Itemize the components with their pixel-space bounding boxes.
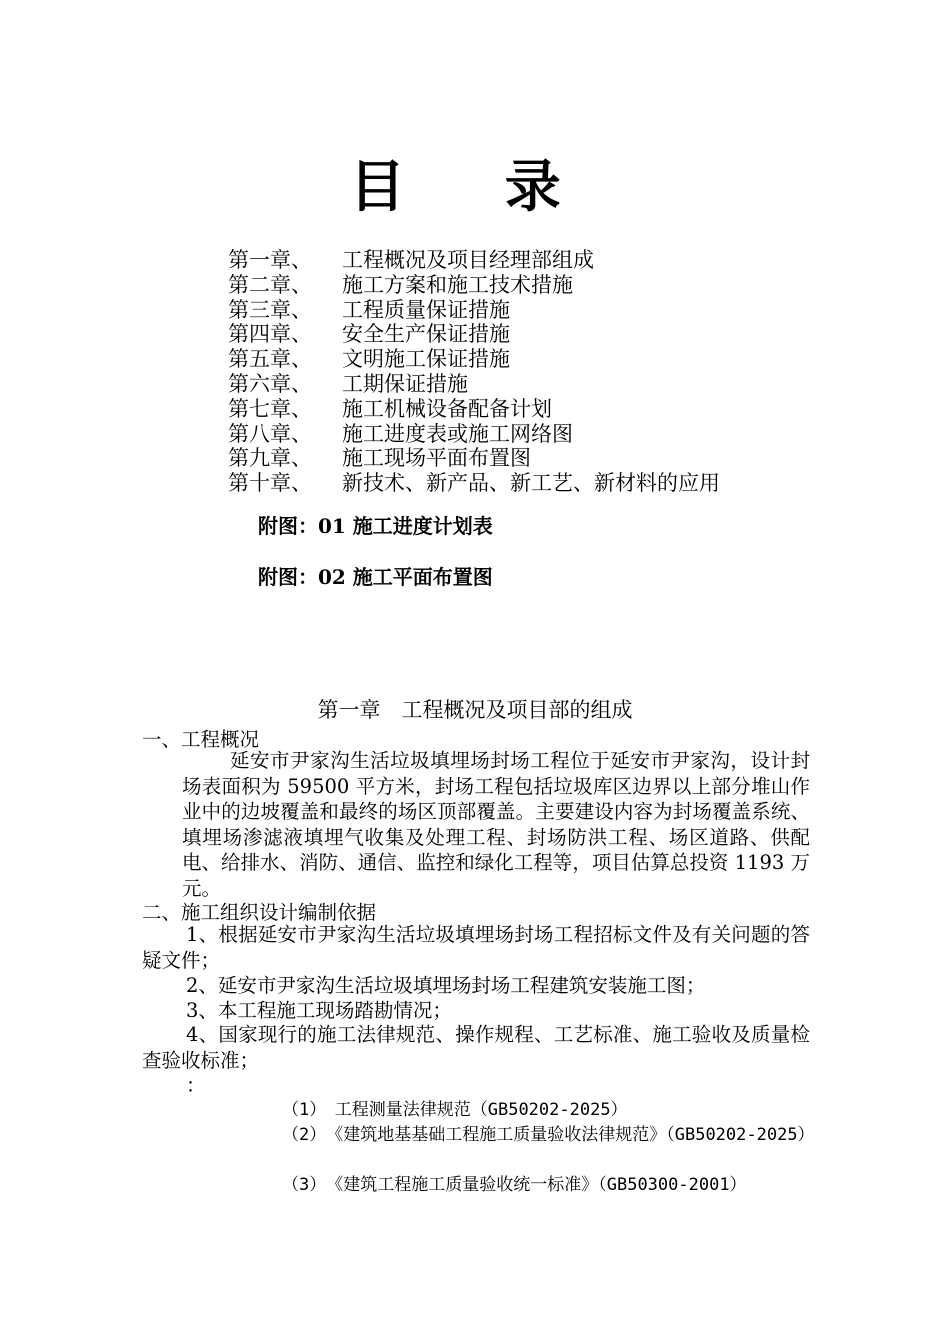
toc-chapter-label: 新技术、新产品、新工艺、新材料的应用 xyxy=(342,471,720,496)
toc-item xyxy=(228,471,720,496)
toc-chapter-label: 施工现场平面布置图 xyxy=(342,446,531,471)
toc-item xyxy=(228,372,720,397)
toc-chapter-number: 第十章、 xyxy=(228,471,312,496)
basis-item: 1、根据延安市尹家沟生活垃圾填埋场封场工程招标文件及有关问题的答疑文件； xyxy=(142,923,810,972)
toc-chapter-number: 第三章、 xyxy=(228,297,312,322)
paragraph-project-overview: 延安市尹家沟生活垃圾填埋场封场工程位于延安市尹家沟，设计封场表面积为 59500 平方米，封场工程包括垃圾库区边界以上部分堆山作业中的边坡覆盖和最终的场区顶部覆盖。主要建设内容为封场覆盖系统、填埋场渗滤液填埋气收集及处理工程、封场防洪工程、场区道路、供配电、给排水、消防、通信、监控和绿化工程等，项目估算总投资 1193 万元。 xyxy=(182,749,810,900)
standard-item: （3） 《建筑工程施工质量验收统一标准》（GB50300-2001） xyxy=(282,1175,747,1195)
toc-chapter-label: 工程质量保证措施 xyxy=(342,297,510,322)
toc-item xyxy=(228,397,720,422)
toc-chapter-number: 第九章、 xyxy=(228,446,312,471)
toc-chapter-number: 第二章、 xyxy=(228,272,312,297)
appendix-item: 附图：01 施工进度计划表 xyxy=(258,514,493,538)
toc-chapter-label: 工期保证措施 xyxy=(342,371,468,396)
chapter-heading: 第一章 工程概况及项目部的组成 xyxy=(317,698,633,722)
toc-item xyxy=(228,273,720,298)
toc-chapter-number: 第四章、 xyxy=(228,322,312,347)
colon-mark: ： xyxy=(186,1074,206,1097)
toc-item xyxy=(228,422,720,447)
toc-item xyxy=(228,347,720,372)
toc-item xyxy=(228,322,720,347)
table-of-contents xyxy=(228,248,720,496)
toc-chapter-label: 工程概况及项目经理部组成 xyxy=(342,248,594,272)
toc-item xyxy=(228,248,720,273)
basis-item: 4、国家现行的施工法律规范、操作规程、工艺标准、施工验收及质量检查验收标准； xyxy=(142,1023,810,1072)
toc-chapter-label: 施工机械设备配备计划 xyxy=(342,396,552,421)
standard-item: （1） 工程测量法律规范（GB50202-2025） xyxy=(282,1100,628,1120)
toc-item xyxy=(228,298,720,323)
basis-item: 3、本工程施工现场踏勘情况； xyxy=(186,999,452,1022)
toc-chapter-number: 第六章、 xyxy=(228,371,312,396)
page-title: 目 录 xyxy=(349,154,601,220)
toc-chapter-label: 安全生产保证措施 xyxy=(342,322,510,347)
section-heading: 二、施工组织设计编制依据 xyxy=(142,901,377,924)
standard-item: （2） 《建筑地基基础工程施工质量验收法律规范》（GB50202-2025） xyxy=(282,1125,815,1145)
section-heading: 一、工程概况 xyxy=(142,728,260,751)
toc-chapter-number: 第七章、 xyxy=(228,396,312,421)
toc-item xyxy=(228,446,720,471)
toc-chapter-number: 第五章、 xyxy=(228,347,312,372)
appendix-item: 附图：02 施工平面布置图 xyxy=(258,565,493,589)
toc-chapter-number: 第八章、 xyxy=(228,421,312,446)
toc-chapter-number: 第一章、 xyxy=(228,248,312,272)
basis-item: 2、延安市尹家沟生活垃圾填埋场封场工程建筑安装施工图； xyxy=(186,974,706,997)
toc-chapter-label: 施工方案和施工技术措施 xyxy=(342,272,573,297)
toc-chapter-label: 施工进度表或施工网络图 xyxy=(342,421,573,446)
toc-chapter-label: 文明施工保证措施 xyxy=(342,347,510,372)
